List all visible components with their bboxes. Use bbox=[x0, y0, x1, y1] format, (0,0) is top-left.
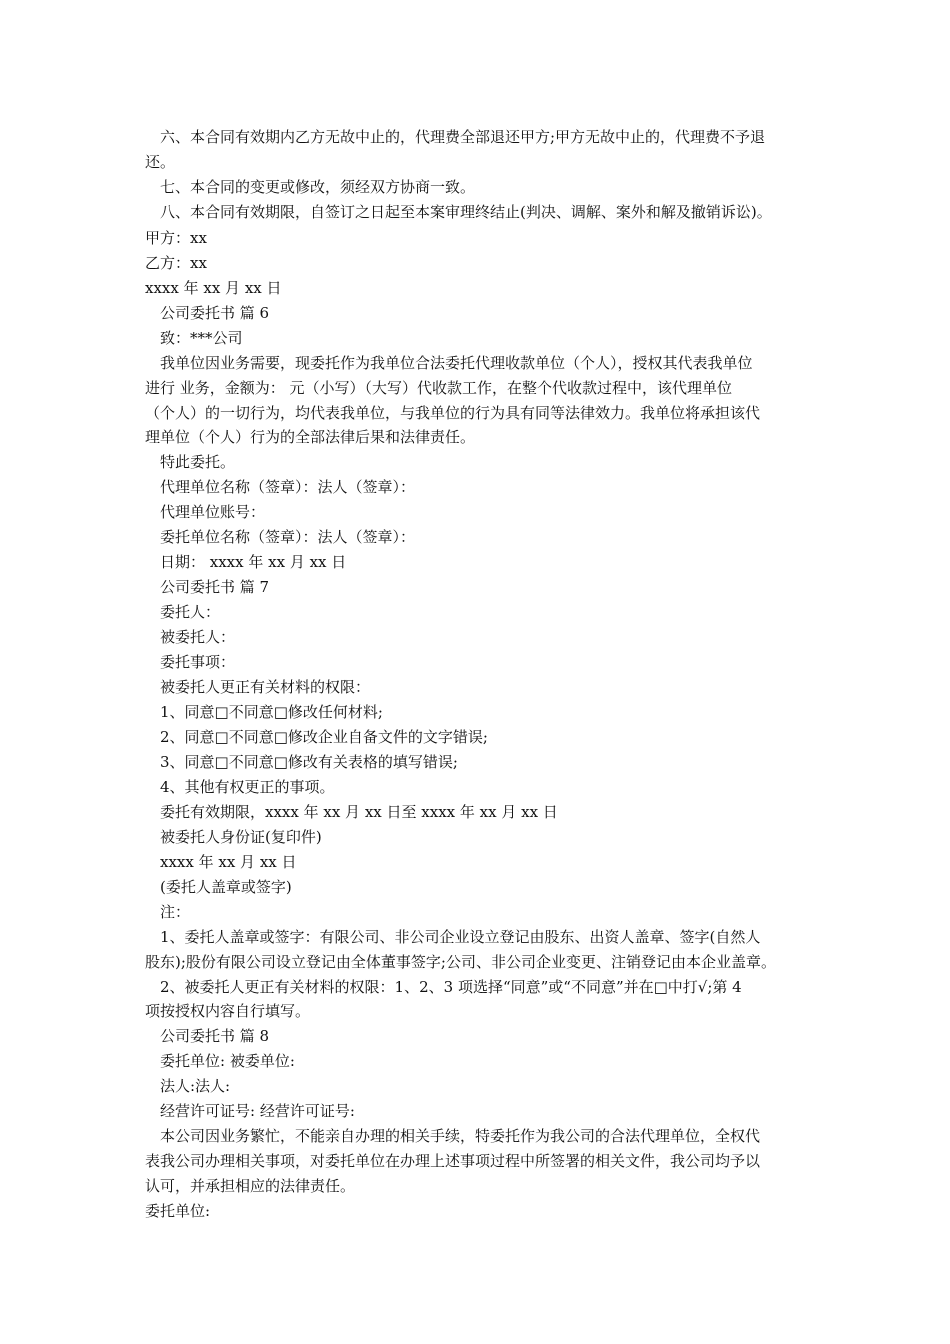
entrustment-paragraph-line-3: 认可，并承担相应的法律责任。 bbox=[145, 1177, 356, 1195]
body-paragraph-line-1: 我单位因业务需要，现委托作为我单位合法委托代理收款单位（个人），授权其代表我单位 bbox=[160, 354, 753, 372]
legal-rep-field: 法人:法人: bbox=[160, 1077, 231, 1095]
units-field: 委托单位: 被委单位: bbox=[160, 1052, 295, 1070]
agent-unit-name: 代理单位名称（签章）：法人（签章）： bbox=[160, 478, 416, 496]
body-paragraph-line-3: （个人）的一切行为，均代表我单位，与我单位的行为具有同等法律效力。我单位将承担该代 bbox=[145, 404, 761, 422]
clause-8: 八、本合同有效期限，自签订之日起至本案审理终结止(判决、调解、案外和解及撤销诉讼)。 bbox=[160, 203, 772, 221]
agent-field: 被委托人： bbox=[160, 628, 236, 646]
notes-heading: 注： bbox=[160, 903, 191, 921]
validity-period: 委托有效期限，xxxx 年 xx 月 xx 日至 xxxx 年 xx 月 xx 日 bbox=[160, 803, 558, 821]
section-heading-6: 公司委托书 篇 6 bbox=[160, 304, 270, 322]
correction-authority-heading: 被委托人更正有关材料的权限： bbox=[160, 678, 371, 696]
body-paragraph-line-4: 理单位（个人）行为的全部法律后果和法律责任。 bbox=[145, 428, 476, 446]
party-b: 乙方：xx bbox=[145, 254, 207, 272]
clause-6-line-1: 六、本合同有效期内乙方无故中止的，代理费全部退还甲方;甲方无故中止的，代理费不予退 bbox=[160, 128, 766, 146]
closing-phrase: 特此委托。 bbox=[160, 453, 236, 471]
body-paragraph-line-2: 进行 业务，金额为： 元（小写）（大写）代收款工作，在整个代收款过程中，该代理单位 bbox=[145, 379, 733, 397]
clause-6-line-2: 还。 bbox=[145, 153, 176, 171]
note-2-line-2: 项按授权内容自行填写。 bbox=[145, 1002, 311, 1020]
addressee: 致：***公司 bbox=[160, 329, 243, 347]
note-1-line-1: 1、委托人盖章或签字：有限公司、非公司企业设立登记由股东、出资人盖章、签字(自然人 bbox=[160, 928, 761, 946]
note-1-line-2: 股东);股份有限公司设立登记由全体董事签字;公司、非公司企业变更、注销登记由本企业盖章。 bbox=[145, 953, 776, 971]
principal-unit-name: 委托单位名称（签章）：法人（签章）： bbox=[160, 528, 416, 546]
authority-item-1: 1、同意□不同意□修改任何材料; bbox=[160, 703, 383, 721]
entrustment-paragraph-line-2: 表我公司办理相关事项，对委托单位在办理上述事项过程中所签署的相关文件，我公司均予以 bbox=[145, 1152, 761, 1170]
license-number-field: 经营许可证号: 经营许可证号: bbox=[160, 1102, 355, 1120]
seal-or-signature: (委托人盖章或签字) bbox=[160, 878, 292, 896]
id-copy-note: 被委托人身份证(复印件) bbox=[160, 828, 322, 846]
clause-7: 七、本合同的变更或修改，须经双方协商一致。 bbox=[160, 178, 476, 196]
contract-date: xxxx 年 xx 月 xx 日 bbox=[145, 279, 282, 297]
authority-item-3: 3、同意□不同意□修改有关表格的填写错误; bbox=[160, 753, 458, 771]
principal-unit-signature: 委托单位: bbox=[145, 1202, 211, 1220]
principal-field: 委托人： bbox=[160, 603, 221, 621]
section-heading-8: 公司委托书 篇 8 bbox=[160, 1027, 270, 1045]
agent-unit-account: 代理单位账号： bbox=[160, 503, 266, 521]
authority-item-2: 2、同意□不同意□修改企业自备文件的文字错误; bbox=[160, 728, 488, 746]
party-a: 甲方：xx bbox=[145, 229, 207, 247]
authority-item-4: 4、其他有权更正的事项。 bbox=[160, 778, 335, 796]
entrusted-matters-field: 委托事项： bbox=[160, 653, 236, 671]
note-2-line-1: 2、被委托人更正有关材料的权限：1、2、3 项选择“同意”或“不同意”并在□中打√;第 4 bbox=[160, 978, 742, 996]
section-heading-7: 公司委托书 篇 7 bbox=[160, 578, 270, 596]
entrustment-paragraph-line-1: 本公司因业务繁忙，不能亲自办理的相关手续，特委托作为我公司的合法代理单位，全权代 bbox=[160, 1127, 761, 1145]
attestation-date: xxxx 年 xx 月 xx 日 bbox=[160, 853, 297, 871]
signing-date: 日期： xxxx 年 xx 月 xx 日 bbox=[160, 553, 347, 571]
